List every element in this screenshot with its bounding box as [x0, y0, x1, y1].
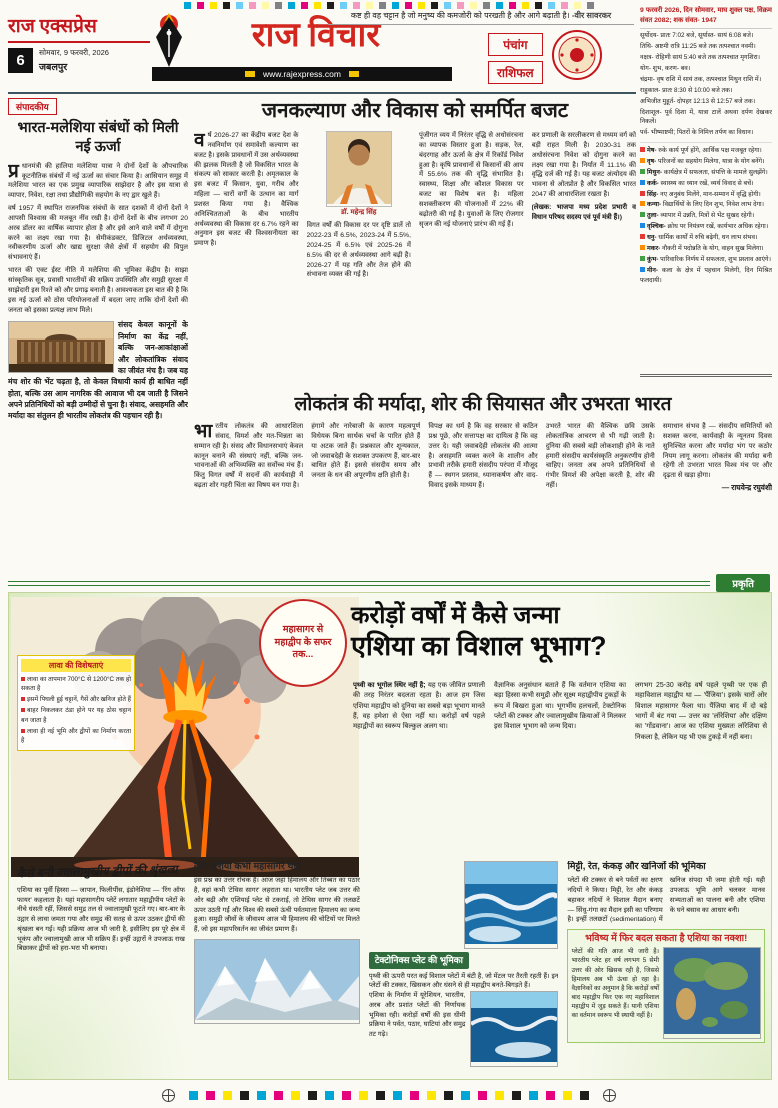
rashi-text: नौकरी में पदोन्नति के योग, वाहन सुख मिलेगा।: [662, 245, 764, 253]
panchang-label: पंचांग: [488, 33, 543, 56]
author-name: डॉ. महेन्द्र सिंह: [341, 209, 377, 216]
rashi-sign: मीन-: [647, 267, 662, 275]
color-mark: [197, 2, 204, 9]
color-mark: [249, 2, 256, 9]
lava-facts-box: [17, 655, 135, 751]
divider-line: [8, 581, 710, 586]
color-mark: [288, 2, 295, 9]
print-registration-bar-bottom: [0, 1088, 778, 1102]
color-mark: [308, 1091, 317, 1100]
rashi-sign: कन्या-: [647, 201, 663, 209]
intro-text: यह एक जीवित प्रणाली की तरह निरंतर बदलता रहता है। आज हम जिस एशिया महाद्वीप को दुनिया का सबसे बड़ा भूभाग मानते हैं, वह हमेशा से ऐसा नहीं था। करोड़ों वर्ष पहले महाद्वीपों का स्वरूप बिल्कुल अलग था।: [353, 682, 485, 731]
color-mark: [427, 1091, 436, 1100]
bullet-square-icon: [21, 697, 25, 701]
panchang-heading: 9 फरवरी 2026, दिन सोमवार, माघ शुक्ल पक्ष, विक्रम संवत 2082; शक संवत- 1947: [640, 6, 772, 29]
budget-col-1: [194, 131, 299, 280]
rashi-bullet-icon: [640, 212, 645, 217]
color-mark: [410, 1091, 419, 1100]
rashifal-item: [640, 157, 772, 166]
rashi-sign: मिथुन-: [647, 168, 664, 176]
color-mark: [240, 1091, 249, 1100]
rashi-sign: धनु-: [647, 234, 659, 242]
rashi-sign: कुंभ-: [647, 256, 661, 264]
budget-body: [194, 131, 636, 280]
color-mark: [393, 1091, 402, 1100]
rashifal-item: [640, 244, 772, 253]
rashi-text: रुके कार्य पूर्ण होंगे, आर्थिक पक्ष मजबूत रहेगा।: [658, 146, 762, 154]
color-mark: [470, 2, 477, 9]
rashi-sign: तुला-: [647, 212, 661, 220]
color-mark: [548, 2, 555, 9]
color-mark: [431, 2, 438, 9]
color-mark: [529, 1091, 538, 1100]
color-mark: [379, 2, 386, 9]
color-mark: [206, 1091, 215, 1100]
color-mark: [184, 2, 191, 9]
budget-headline: जनकल्याण और विकास को समर्पित बजट: [261, 99, 569, 122]
color-mark: [418, 2, 425, 9]
color-mark: [546, 1091, 555, 1100]
section-title: क्या एशिया कभी महासागर था?: [193, 861, 302, 872]
color-mark: [563, 1091, 572, 1100]
democracy-col-1: [194, 422, 303, 494]
editorial-body: [8, 162, 188, 316]
editorial-paragraph: वर्ष 1957 में स्थापित राजनयिक संबंधों के सात दशकों में दोनों देशों ने आपसी विश्वास की मजबूत नींव रखी है। दोनों देशों के बीच लगभग 20 अरब डॉलर का वार्षिक व्यापार होता है और इसे आने वाले वर्षों में दोगुना करने का लक्ष्य रखा गया है। सेमीकंडक्टर, डिजिटल अर्थव्यवस्था, नवीकरणीय ऊर्जा और खाद्य सुरक्षा जैसे क्षेत्रों में सहयोग की विपुल संभावनाएं हैं।: [8, 205, 188, 262]
intro-lead: पृथ्वी का भूगोल स्थिर नहीं है;: [353, 682, 426, 689]
rashi-text: परिजनों का सहयोग मिलेगा, यात्रा के योग बनेंगे।: [658, 157, 765, 165]
color-mark: [522, 2, 529, 9]
section-title: मिट्टी, रेत, कंकड़ और खनिजों की भूमिका: [567, 861, 706, 872]
panchang-rashifal-labels: [488, 33, 543, 84]
color-mark: [495, 1091, 504, 1100]
democracy-col-text: रतीय लोकतंत्र की आधारशिला संवाद, विमर्श और मत-भिन्नता का सम्मान रही है। संसद और विधानसभाएं केवल कानून बनाने की संस्थाएं नहीं, बल्कि जन-भावनाओं की अभिव्यक्ति का सर्वोच्च मंच हैं। किंतु विगत वर्षों में सदनों की कार्यवाही में बढ़ता शोर गहरी चिंता का विषय बन गया है।: [194, 423, 304, 490]
color-mark: [366, 2, 373, 9]
masthead-title: राज एक्सप्रेस: [8, 12, 150, 43]
rashi-bullet-icon: [640, 223, 645, 228]
nature-headline-line2: एशिया का विशाल भूभाग?: [351, 631, 607, 662]
color-mark: [359, 1091, 368, 1100]
color-mark: [496, 2, 503, 9]
web-bar-tip-right: [349, 71, 359, 77]
nature-intro: [353, 681, 767, 857]
color-mark: [509, 2, 516, 9]
future-map-box: [567, 929, 765, 1043]
bullet-square-icon: [21, 729, 25, 733]
rashifal-item: [640, 255, 772, 264]
masthead-quote: [328, 10, 634, 25]
budget-col-2: [307, 131, 412, 280]
panchang-line: पर्व- भीष्माष्टमी; पितरों के निमित्त तर्पण का विधान।: [640, 129, 754, 137]
rashi-sign: वृश्चिक-: [647, 223, 668, 231]
color-mark: [405, 2, 412, 9]
rashifal-item: [640, 222, 772, 231]
panchang-line: अभिजीत मुहूर्त- दोपहर 12:13 से 12:57 बजे तक।: [640, 98, 756, 105]
lava-fact-text: इसमें पिघली हुई चट्टानें, गैसें और खनिज होते हैं: [27, 696, 132, 704]
section-volcanic-islands: [17, 861, 185, 1073]
page-number: 6: [8, 48, 33, 73]
dropcap: भा: [194, 422, 213, 442]
rashifal-item: [640, 168, 772, 177]
color-mark: [561, 2, 568, 9]
lava-fact-item: [21, 675, 131, 693]
budget-col-3: पूंजीगत व्यय में निरंतर वृद्धि से अधोसंरचना का व्यापक विस्तार हुआ है। सड़क, रेल, बंदरगाह और ऊर्जा के क्षेत्र में रिकॉर्ड निवेश हुआ है। कृषि प्रावधानों से किसानों की आय में 55.6% तक की वृद्धि संभावित है। स्वास्थ्य, शिक्षा और कौशल विकास पर बजट का विशेष बल है। महिला सशक्तीकरण की योजनाओं में 22% की बढ़ोतरी की गई है। युवाओं के लिए रोजगार सृजन की नई योजनाएं प्रारंभ की गई हैं।: [419, 132, 524, 228]
editorial-paragraph-text: धानमंत्री की हालिया मलेशिया यात्रा ने दोनों देशों के औपचारिक कूटनीतिक संबंधों में नई ऊर्जा का संचार किया है। आसियान समूह में मलेशिया भारत का एक प्रमुख व्यापारिक साझेदार है और इस यात्रा से व्यापार, निवेश, रक्षा तथा प्रौद्योगिकी सहयोग के नए द्वार खुले हैं।: [8, 162, 188, 200]
rashi-sign: सिंह-: [647, 190, 661, 198]
color-mark: [236, 2, 243, 9]
rashi-bullet-icon: [640, 158, 645, 163]
rashifal-label: राशिफल: [488, 61, 543, 84]
color-mark: [262, 2, 269, 9]
lava-box-title: लावा की विशेषताएं: [21, 659, 131, 672]
rashi-sign: कर्क-: [647, 179, 661, 187]
editorial-paragraph: [8, 162, 188, 201]
color-mark: [457, 2, 464, 9]
lava-fact-text: लावा का तापमान 700°C से 1200°C तक हो सकता है: [21, 676, 131, 693]
editorial-label: संपादकीय: [8, 98, 57, 115]
democracy-article: [194, 390, 772, 574]
panchang-line: सूर्योदय- प्रातः 7:02 बजे, सूर्यास्त- सायं 6:08 बजे।: [640, 32, 754, 40]
panchang-line: योग- शुभ, करण- बव।: [640, 65, 691, 73]
dropcap: प्र: [8, 160, 19, 182]
rashifal-item: [640, 233, 772, 242]
rashi-text: नए अनुबंध मिलेंगे, मान-सम्मान में वृद्धि होगी।: [660, 190, 761, 198]
color-mark: [444, 2, 451, 9]
democracy-col-text: समाधान संभव है — संसदीय समितियों को सशक्त करना, कार्यवाही के न्यूनतम दिवस सुनिश्चित करना और मर्यादा भंग पर कठोर नियम लागू करना। लोकतंत्र की मर्यादा बनी रहेगी तो उभरता भारत विश्व मंच पर और दृढ़ता से खड़ा होगा।: [662, 423, 772, 480]
color-mark: [340, 2, 347, 9]
ocean-wave-photo-2: [470, 991, 558, 1067]
color-mark: [512, 1091, 521, 1100]
democracy-col-2: हंगामे और नारेबाजी के कारण महत्वपूर्ण विधेयक बिना सार्थक चर्चा के पारित होते हैं या अटक जाते हैं। प्रश्नकाल और शून्यकाल, जो जवाबदेही के सशक्त उपकरण हैं, बार-बार बाधित होते हैं। इससे संसदीय समय और जनता के धन की अपूरणीय क्षति होती है।: [311, 423, 421, 480]
author-photo: [326, 131, 392, 207]
panchang-column: [640, 6, 772, 377]
nature-intro-col-1: [353, 681, 485, 857]
budget-endnote: (लेखक: भाजपा मध्य प्रदेश प्रभारी व विधान परिषद सदस्य एवं पूर्व मंत्री हैं।): [531, 203, 636, 221]
editorial-headline: भारत-मलेशिया संबंधों को मिली नई ऊर्जा: [17, 120, 179, 155]
page-title: राज विचार: [251, 17, 381, 54]
democracy-body: [194, 422, 772, 494]
rashi-bullet-icon: [640, 169, 645, 174]
ocean-wave-photo-1: [464, 861, 558, 949]
color-mark: [392, 2, 399, 9]
rashi-bullet-icon: [640, 267, 645, 272]
city-name: जबलपुर: [39, 61, 68, 73]
rashi-text: कला के क्षेत्र में पहचान मिलेगी, दिन मिश्रित फलदायी।: [640, 267, 772, 284]
rashi-bullet-icon: [640, 180, 645, 185]
rashi-bullet-icon: [640, 147, 645, 152]
rashi-bullet-icon: [640, 191, 645, 196]
section-text: प्लेटों की टक्कर से बने पर्वतों का क्षरण नदियों ने किया। मिट्टी, रेत और कंकड़ बहाकर नदियों ने विशाल मैदान बनाए — सिंधु-गंगा का मैदान इसी का परिणाम है। इन्हीं तलछटों (sedimentation) में खनिज संपदा भी जमा होती गई। यही उपजाऊ भूमि आगे चलकर मानव सभ्यताओं का पालना बनी और एशिया के घने बसाव का आधार बनी।: [567, 877, 765, 924]
rashi-bullet-icon: [640, 245, 645, 250]
rashifal-item: [640, 190, 772, 199]
rashi-text: व्यापार में उन्नति, मित्रों से भेंट सुखद रहेगी।: [660, 212, 755, 220]
section-text: प्लेटों की गति आज भी जारी है। भारतीय प्लेट हर वर्ष लगभग 5 सेमी उत्तर की ओर खिसक रही है, जिससे हिमालय अब भी ऊंचा हो रहा है। वैज्ञानिकों का अनुमान है कि करोड़ों वर्षों बाद महाद्वीप फिर एक नए महाविशाल महाद्वीप में जुड़ सकते हैं। यानी एशिया का वर्तमान स्वरूप भी स्थायी नहीं है।: [571, 948, 660, 1020]
color-mark: [574, 2, 581, 9]
section-soil-minerals: [567, 861, 765, 1073]
democracy-pull-quote-block: [8, 319, 188, 422]
color-mark: [342, 1091, 351, 1100]
lava-facts-list: [21, 675, 131, 745]
budget-col-text: कर प्रणाली के सरलीकरण से मध्यम वर्ग को बड़ी राहत मिली है। 2030-31 तक अधोसंरचना निवेश को दोगुना करने का लक्ष्य रखा गया है। निर्यात में 11.1% की वृद्धि दर्ज की गई है। यह बजट अंत्योदय की भावना से ओतप्रोत है और विकसित भारत 2047 की आधारशिला रखता है।: [531, 132, 636, 199]
lava-fact-item: [21, 695, 131, 704]
nature-section-divider: [8, 574, 770, 592]
lava-fact-text: लावा ही नई भूमि और द्वीपों का निर्माण करता है: [21, 727, 131, 744]
nature-feature: [8, 592, 772, 1080]
rashi-bullet-icon: [640, 234, 645, 239]
header-divider: [8, 92, 636, 94]
color-mark: [483, 2, 490, 9]
website-bar: [152, 67, 452, 81]
color-marks-row: [185, 1091, 593, 1100]
color-mark: [223, 2, 230, 9]
rashi-text: स्वास्थ्य का ध्यान रखें, व्यर्थ विवाद से बचें।: [660, 179, 754, 187]
color-mark: [587, 2, 594, 9]
color-mark: [301, 2, 308, 9]
color-mark: [461, 1091, 470, 1100]
editorial-column: [8, 97, 188, 571]
color-mark: [210, 2, 217, 9]
nature-section-label: प्रकृति: [716, 574, 770, 592]
masthead-block: [8, 12, 150, 74]
democracy-byline: — राघवेन्द्र रघुवंशी: [721, 483, 772, 493]
rashifal-item: [640, 266, 772, 285]
color-mark: [478, 1091, 487, 1100]
rashi-text: कार्यक्षेत्र में सफलता, संपत्ति के मामले सुलझेंगे।: [663, 168, 768, 176]
editorial-paragraph: भारत की एक्ट ईस्ट नीति में मलेशिया की भूमिका केंद्रीय है। साझा सांस्कृतिक सूत्र, प्रवासी भारतीयों की सक्रिय उपस्थिति और समुद्री सुरक्षा में साझेदारी इस रिश्ते को और प्रगाढ़ बनाती है। आवश्यकता इस बात की है कि इस नई ऊर्जा को ठोस परियोजनाओं में बदला जाए ताकि दोनों देशों की जनता को इसका प्रत्यक्ष लाभ मिले।: [8, 267, 188, 314]
democracy-col-5: [663, 422, 772, 494]
mountain-photo: [194, 939, 360, 1025]
rashi-bullet-icon: [640, 201, 645, 206]
budget-col-text: विगत वर्षों की विकास दर पर दृष्टि डालें तो 2022-23 में 6.5%, 2023-24 में 5.5%, 2024-25 में 6.5% एवं 2025-26 में 6.5% की दर से अर्थव्यवस्था आगे बढ़ी है। 2026-27 में यह गति और तेज होने की संभावना व्यक्त की गई है।: [306, 222, 411, 279]
panchang-line: चंद्रमा- वृष राशि में सायं तक, तत्पश्चात मिथुन राशि में।: [640, 76, 762, 84]
website-link[interactable]: www.rajexpress.com: [263, 69, 341, 79]
section-text: इस प्रश्न का उत्तर रोचक है। आज जहां हिमालय और तिब्बत का पठार है, वहां कभी 'टेथिस सागर' लहराता था। भारतीय प्लेट जब उत्तर की ओर बढ़ी और एशियाई प्लेट से टकराई, तो टेथिस सागर की तलछटें ऊपर उठती गईं और विश्व की सबसे ऊंची पर्वतमाला हिमालय का जन्म हुआ। समुद्री जीवों के जीवाश्म आज भी हिमालय की चोटियों पर मिलते हैं, जो इस महापरिवर्तन का जीवंत प्रमाण हैं।: [193, 877, 360, 933]
nature-intro-col-2: वैज्ञानिक अनुसंधान बताते हैं कि वर्तमान एशिया का बड़ा हिस्सा कभी समुद्री और सूक्ष्म महाद्वीपीय टुकड़ों के रूप में बिखरा हुआ था। भूगर्भीय हलचलों, टेक्टोनिक प्लेटों की टक्कर और ज्वालामुखीय क्रियाओं ने मिलकर इस विशाल भूभाग को जन्म दिया।: [494, 682, 626, 731]
color-mark: [580, 1091, 589, 1100]
seal-emblem-icon: [552, 30, 602, 85]
color-mark: [314, 2, 321, 9]
rashi-text: विद्यार्थियों के लिए दिन शुभ, निवेश लाभ देगा।: [662, 201, 765, 209]
rashi-text: धार्मिक कार्यों में रुचि बढ़ेगी, धन लाभ संभव।: [658, 234, 758, 242]
color-mark: [376, 1091, 385, 1100]
section-was-asia-ocean: [194, 861, 360, 1073]
web-bar-tip-left: [245, 71, 255, 77]
panchang-line: तिथि- अष्टमी रात्रि 11:25 बजे तक तत्पश्चात नवमी।: [640, 43, 756, 51]
pull-quote-text: संसद केवल कानूनों के निर्माण का केंद्र नहीं, बल्कि जन-आकांक्षाओं और लोकतांत्रिक संवाद का जीवंत मंच है। जब यह मंच शोर की भेंट चढ़ता है, तो केवल विधायी कार्य ही बाधित नहीं होता, बल्कि उस आम नागरिक की आवाज भी दब जाती है जिसने अपने प्रतिनिधियों को बड़ी उम्मीदों से चुना है। संवाद, असहमति और मर्यादा का संतुलन ही भारतीय लोकतंत्र की पहचान रही है।: [8, 320, 188, 421]
rashi-text: क्रोध पर नियंत्रण रखें, कार्यभार अधिक रहेगा।: [667, 223, 769, 231]
panchang-line: राहुकाल- प्रातः 8:30 से 10:00 बजे तक।: [640, 87, 733, 95]
budget-article: [194, 96, 636, 388]
masthead-info-row: [8, 48, 150, 74]
rashi-sign: मेष-: [647, 146, 659, 154]
pen-nib-icon: [152, 13, 186, 74]
democracy-col-3: विपक्ष का धर्म है कि वह सरकार से कठिन प्रश्न पूछे, और सत्तापक्ष का दायित्व है कि वह उत्तर दे। यही जवाबदेही लोकतंत्र की आत्मा है। असहमति व्यक्त करने के शालीन और प्रभावी तरीके हमारी संसदीय परंपरा में मौजूद हैं — स्थगन प्रस्ताव, ध्यानाकर्षण और वाद-विवाद इसके माध्यम हैं।: [428, 423, 538, 490]
nature-intro-col-3: लगभग 25-30 करोड़ वर्ष पहले पृथ्वी पर एक ही महाविशाल महाद्वीप था — 'पैंजिया'। इसके चारों ओर विशाल महासागर फैला था। पैंजिया बाद में दो बड़े भागों में बंट गया — उत्तर का 'लॉरेशिया' और दक्षिण का 'गोंडवाना'। आज का एशिया मुख्यतः लॉरेशिया से निकला है, लेकिन यह भी एक टुकड़े में नहीं बना।: [635, 682, 767, 741]
lava-fact-item: [21, 706, 131, 724]
section-title: भविष्य में फिर बदल सकता है एशिया का नक्शा!: [585, 932, 748, 944]
dropcap: व: [194, 131, 205, 151]
lava-fact-item: [21, 727, 131, 745]
rashifal-item: [640, 211, 772, 220]
section-text-2: एशिया के निर्माण में यूरेशियन, भारतीय, अरब और प्रशांत प्लेटों की निर्णायक भूमिका रही। करोड़ों वर्षों की इस धीमी प्रक्रिया ने पर्वत, पठार, घाटियां और समुद्र तट गढ़े।: [368, 992, 466, 1039]
panchang-line: दिशाशूल- पूर्व दिशा में, यात्रा टालें अथवा दर्पण देखकर निकलें।: [640, 108, 772, 126]
color-mark: [291, 1091, 300, 1100]
color-mark: [353, 2, 360, 9]
world-map-image: [663, 947, 761, 1039]
section-text: एशिया का पूर्वी हिस्सा — जापान, फिलीपींस, इंडोनेशिया — 'रिंग ऑफ फायर' कहलाता है। यहां महासागरीय प्लेटें लगातार महाद्वीपीय प्लेटों के नीचे धंसती रहीं, जिससे समुद्र तल से ज्वालामुखी फूटते गए। बार-बार के उद्गार से लावा जमता गया और समुद्र की सतह से ऊपर उठकर द्वीपों की श्रृंखला बन गई। यही प्रक्रिया आज भी जारी है, इसीलिए इस पूरे क्षेत्र में भूकंप और ज्वालामुखी आज भी सक्रिय हैं। इन्हीं उद्गारों ने उपजाऊ राख बिछाकर द्वीपों को हरा-भरा भी बनाया।: [17, 886, 185, 953]
date-city-block: [39, 48, 109, 74]
registration-target-icon: [162, 1089, 175, 1102]
rashifal-item: [640, 200, 772, 209]
rashi-sign: वृष-: [647, 157, 658, 165]
rashi-bullet-icon: [640, 256, 645, 261]
date-line: सोमवार, 9 फरवरी, 2026: [39, 48, 109, 57]
author-card: [326, 131, 392, 218]
panchang-line: नक्षत्र- रोहिणी सायं 5:40 बजे तक तत्पश्चात मृगशिरा।: [640, 54, 761, 62]
section-tectonic-plates: [369, 861, 559, 1073]
rashifal-item: [640, 146, 772, 155]
journey-circle-badge: महासागर से महाद्वीप के सफर तक...: [259, 599, 347, 687]
section-text: पृथ्वी की ऊपरी परत कई विशाल प्लेटों में बंटी है, जो मेंटल पर तैरती रहती हैं। इन प्लेटों की टक्कर, खिसकन और धंसने से ही महाद्वीप बनते-बिगड़ते हैं।: [368, 972, 559, 990]
budget-col-text: र्ष 2026-27 का केंद्रीय बजट देश के नवनिर्माण एवं समावेशी कल्याण का बजट है। इसके प्रावधानों में उस अर्थव्यवस्था की झलक मिलती है जो विकसित भारत के संकल्प को साकार करती है। अमृतकाल के इस बजट में किसान, युवा, गरीब और महिला — चारों वर्गों के उत्थान का मार्ग प्रशस्त किया गया है। वैश्विक अनिश्चितताओं के बीच भारतीय अर्थव्यवस्था की विकास दर 6.7% रहने का अनुमान इस बजट की विश्वसनीयता का प्रमाण है।: [194, 132, 299, 248]
quote-author: -वीर सावरकर: [571, 11, 612, 20]
democracy-headline: लोकतंत्र की मर्यादा, शोर की सियासत और उभरता भारत: [294, 394, 672, 415]
bullet-square-icon: [21, 677, 25, 681]
nature-headline-line1: करोड़ों वर्षों में कैसे जन्मा: [351, 602, 560, 629]
color-mark: [275, 2, 282, 9]
rashifal-item: [640, 179, 772, 188]
budget-col-4: [532, 131, 637, 280]
parliament-photo: [8, 321, 114, 373]
section-title: कैसे बनी ज्वालामुखीय द्वीपों की श्रृंखला: [17, 864, 178, 881]
color-mark: [257, 1091, 266, 1100]
color-mark: [274, 1091, 283, 1100]
nature-bottom-sections: [17, 861, 765, 1073]
registration-target-icon: [603, 1089, 616, 1102]
rashifal-list: [640, 142, 772, 285]
color-mark: [327, 2, 334, 9]
color-mark: [325, 1091, 334, 1100]
nature-headline: [351, 601, 769, 663]
quote-text: कष्ट ही वह चट्टान है जो मनुष्य की कमजोरी को परखती है और आगे बढ़ाती है।: [350, 11, 570, 20]
color-mark: [444, 1091, 453, 1100]
democracy-col-4: उभरते भारत की वैश्विक छवि उसके लोकतांत्रिक आचरण से भी गढ़ी जाती है। दुनिया की सबसे बड़ी लोकशाही होने के नाते हमारी संसदीय कार्यसंस्कृति अनुकरणीय होनी चाहिए। जनता अब अपने प्रतिनिधियों से गंभीर विमर्श की अपेक्षा करती है, शोर की नहीं।: [545, 423, 655, 490]
rashi-text: पारिवारिक निर्णय में सफलता, शुभ प्रस्ताव आएंगे।: [660, 256, 771, 264]
color-mark: [189, 1091, 198, 1100]
color-mark: [223, 1091, 232, 1100]
bullet-square-icon: [21, 708, 25, 712]
lava-fact-text: बाहर निकलकर ठंडा होने पर यह ठोस चट्टान बन जाता है: [21, 707, 131, 724]
color-mark: [535, 2, 542, 9]
section-title: टेक्टोनिक्स प्लेट की भूमिका: [369, 952, 469, 969]
rashi-sign: मकर-: [647, 245, 663, 253]
panchang-lines: [640, 31, 772, 137]
